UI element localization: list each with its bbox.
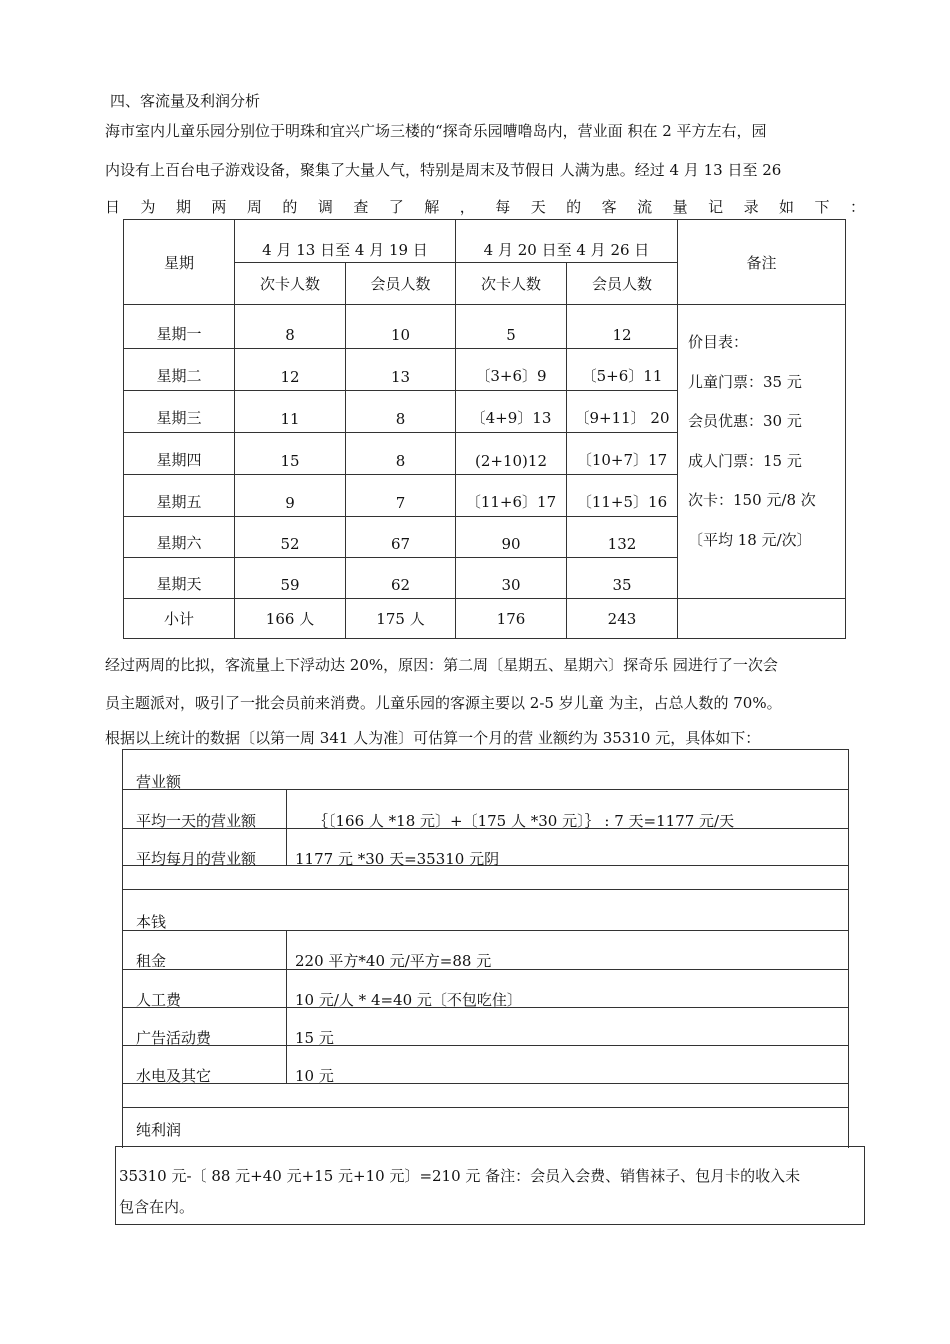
value-cell: (2+10)12 bbox=[456, 433, 567, 475]
utility-label: 水电及其它 bbox=[136, 1067, 212, 1085]
monthly-revenue-label: 平均每月的营业额 bbox=[136, 850, 257, 868]
price-adult: 成人门票：15 元 bbox=[688, 451, 802, 470]
analysis-line-2: 员主题派对，吸引了一批会员前来消费。儿童乐园的客源主要以 2-5 岁儿童 为主，占总人数的 70%。 bbox=[105, 694, 782, 712]
profit-title: 纯利润 bbox=[136, 1121, 182, 1139]
value-cell: 10 bbox=[346, 305, 456, 349]
value-cell: 〔10+7〕17 bbox=[567, 433, 678, 475]
rent-label: 租金 bbox=[136, 952, 167, 970]
cost-title: 本钱 bbox=[136, 913, 167, 931]
weekday-cell: 星期三 bbox=[124, 391, 235, 433]
analysis-line-1: 经过两周的比拟，客流量上下浮动达 20%，原因：第二周〔星期五、星期六〕探奇乐 园进行了一次会 bbox=[105, 656, 778, 674]
value-cell: 15 bbox=[235, 433, 346, 475]
weekday-cell: 星期天 bbox=[124, 558, 235, 599]
weekday-cell: 星期一 bbox=[124, 305, 235, 349]
notes-empty-cell bbox=[678, 599, 846, 639]
w1-times-header: 次卡人数 bbox=[235, 263, 346, 305]
intro-line-2: 内设有上百台电子游戏设备，聚集了大量人气，特别是周末及节假日 人满为患。经过 4 月 13 日至 26 bbox=[105, 161, 782, 179]
price-average: 〔平均 18 元/次〕 bbox=[688, 530, 812, 549]
ads-label: 广告活动费 bbox=[136, 1029, 212, 1047]
column-divider bbox=[286, 789, 287, 865]
column-divider bbox=[286, 930, 287, 1083]
value-cell: 12 bbox=[235, 349, 346, 391]
w2-members-header: 会员人数 bbox=[567, 263, 678, 305]
col-notes-header: 备注 bbox=[678, 220, 846, 305]
intro-line-1: 海市室内儿童乐园分别位于明珠和宜兴广场三楼的“探奇乐园嘈噜岛内，营业面 积在 2 平方左右，园 bbox=[105, 122, 767, 140]
value-cell: 〔11+6〕17 bbox=[456, 475, 567, 517]
weekday-cell: 星期六 bbox=[124, 517, 235, 558]
value-cell: 〔9+11〕 20 bbox=[567, 391, 678, 433]
value-cell: 9 bbox=[235, 475, 346, 517]
value-cell: 30 bbox=[456, 558, 567, 599]
value-cell: 52 bbox=[235, 517, 346, 558]
col-weekday-header: 星期 bbox=[124, 220, 235, 305]
value-cell: 7 bbox=[346, 475, 456, 517]
value-cell: 90 bbox=[456, 517, 567, 558]
row-divider bbox=[123, 889, 848, 890]
utility-value: 10 元 bbox=[295, 1067, 334, 1085]
analysis-line-3: 根据以上统计的数据〔以第一周 341 人为准〕可估算一个月的营 业额约为 35310 元，具体如下： bbox=[105, 729, 761, 747]
subtotal-label: 小计 bbox=[124, 599, 235, 639]
value-cell: 〔11+5〕16 bbox=[567, 475, 678, 517]
value-cell: 35 bbox=[567, 558, 678, 599]
subtotal-cell: 175 人 bbox=[346, 599, 456, 639]
subtotal-cell: 166 人 bbox=[235, 599, 346, 639]
value-cell: 8 bbox=[346, 433, 456, 475]
row-divider bbox=[123, 1083, 848, 1084]
profit-line-2: 包含在内。 bbox=[119, 1198, 195, 1216]
labor-label: 人工费 bbox=[136, 991, 182, 1009]
weekday-cell: 星期二 bbox=[124, 349, 235, 391]
weekday-cell: 星期四 bbox=[124, 433, 235, 475]
daily-revenue-label: 平均一天的营业额 bbox=[136, 812, 257, 830]
intro-line-3: 日 为 期 两 周 的 调 查 了 解 ， 每 天 的 客 流 量 记 录 如 下 ： bbox=[105, 198, 865, 216]
value-cell: 67 bbox=[346, 517, 456, 558]
value-cell: 62 bbox=[346, 558, 456, 599]
week2-header: 4 月 20 日至 4 月 26 日 bbox=[456, 220, 678, 263]
price-card: 次卡：150 元/8 次 bbox=[688, 491, 816, 509]
row-divider bbox=[123, 789, 848, 790]
week1-header: 4 月 13 日至 4 月 19 日 bbox=[235, 220, 456, 263]
value-cell: 5 bbox=[456, 305, 567, 349]
subtotal-cell: 243 bbox=[567, 599, 678, 639]
subtotal-cell: 176 bbox=[456, 599, 567, 639]
value-cell: 8 bbox=[346, 391, 456, 433]
daily-revenue-value: ｛〔166 人 *18 元〕+〔175 人 *30 元〕｝ : 7 天=1177 元/天 bbox=[313, 812, 735, 830]
finance-table bbox=[122, 749, 849, 1148]
profit-box bbox=[115, 1146, 865, 1225]
rent-value: 220 平方*40 元/平方=88 元 bbox=[295, 952, 492, 970]
revenue-title: 营业额 bbox=[136, 773, 182, 791]
w1-members-header: 会员人数 bbox=[346, 263, 456, 305]
value-cell: 11 bbox=[235, 391, 346, 433]
value-cell: 〔5+6〕11 bbox=[567, 349, 678, 391]
profit-line-1: 35310 元-〔 88 元+40 元+15 元+10 元〕=210 元 备注：会员入会费、销售袜子、包月卡的收入未 bbox=[119, 1167, 801, 1185]
value-cell: 〔4+9〕13 bbox=[456, 391, 567, 433]
row-divider bbox=[123, 930, 848, 931]
ads-value: 15 元 bbox=[295, 1029, 334, 1047]
value-cell: 12 bbox=[567, 305, 678, 349]
price-list bbox=[678, 305, 846, 599]
value-cell: 59 bbox=[235, 558, 346, 599]
value-cell: 〔3+6〕9 bbox=[456, 349, 567, 391]
price-list-title: 价目表： bbox=[688, 333, 749, 351]
value-cell: 132 bbox=[567, 517, 678, 558]
subtotal-row bbox=[124, 599, 846, 639]
section-heading: 四、客流量及利润分析 bbox=[110, 92, 261, 110]
value-cell: 8 bbox=[235, 305, 346, 349]
w2-times-header: 次卡人数 bbox=[456, 263, 567, 305]
traffic-table bbox=[123, 219, 846, 639]
monthly-revenue-value: 1177 元 *30 天=35310 元阴 bbox=[295, 850, 500, 868]
labor-value: 10 元/人 * 4=40 元〔不包吃住〕 bbox=[295, 991, 522, 1009]
row-divider bbox=[123, 1045, 848, 1046]
table-row bbox=[124, 305, 846, 349]
value-cell: 13 bbox=[346, 349, 456, 391]
price-member: 会员优惠：30 元 bbox=[688, 412, 802, 430]
price-child: 儿童门票：35 元 bbox=[688, 372, 802, 391]
weekday-cell: 星期五 bbox=[124, 475, 235, 517]
row-divider bbox=[123, 1107, 848, 1108]
